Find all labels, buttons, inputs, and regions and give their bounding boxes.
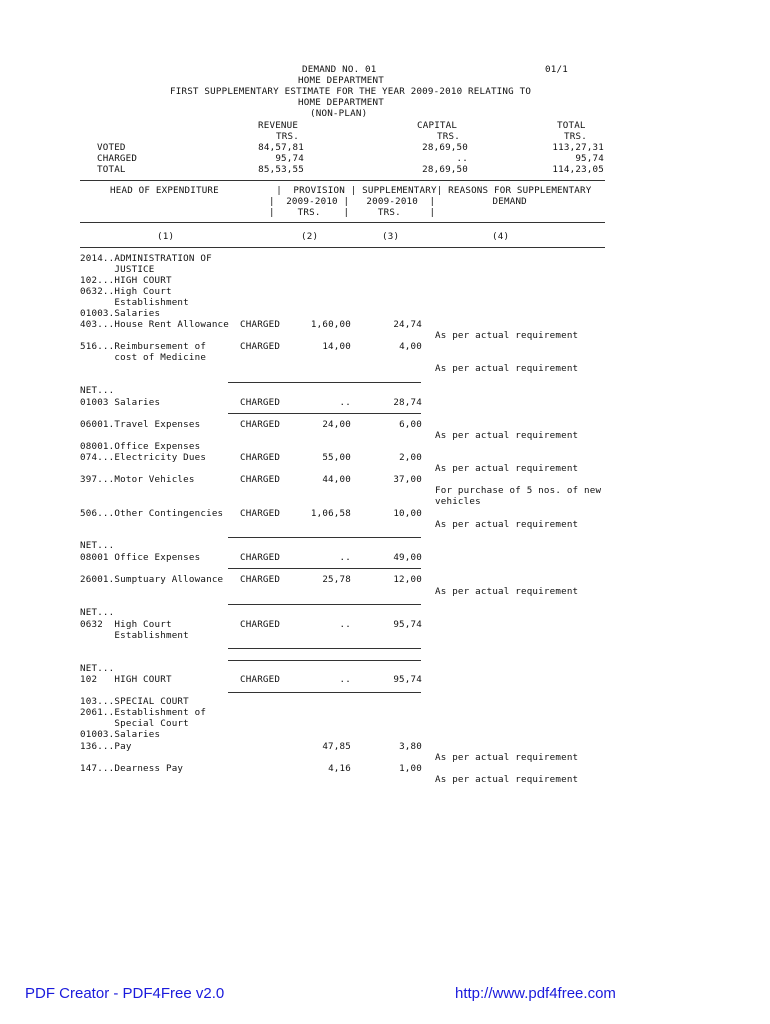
provision-value: 1,06,58 <box>310 508 351 519</box>
net-label: NET... <box>80 663 115 674</box>
head-line: 102 HIGH COURT <box>80 674 172 685</box>
summary-row-label: CHARGED <box>97 153 138 164</box>
table-header-line2: | 2009-2010 | 2009-2010 | DEMAND <box>269 196 527 207</box>
provision-value: 24,00 <box>322 419 351 430</box>
summary-row-total: 113,27,31 <box>552 142 604 153</box>
provision-value: 14,00 <box>322 341 351 352</box>
page-reference: 01/1 <box>545 64 568 75</box>
head-line: 0632..High Court <box>80 286 172 297</box>
summary-row-revenue: 85,53,55 <box>258 164 304 175</box>
summary-row-total: 95,74 <box>575 153 604 164</box>
column-number-2: (2) <box>301 231 319 242</box>
head-line: 01003.Salaries <box>80 308 161 319</box>
provision-value: .. <box>339 674 351 685</box>
subtotal-rule <box>228 604 421 605</box>
summary-unit-total: TRS. <box>564 131 587 142</box>
summary-row-revenue: 95,74 <box>275 153 304 164</box>
charged-type: CHARGED <box>240 474 281 485</box>
demand-number: DEMAND NO. 01 <box>302 64 377 75</box>
supplementary-value: 10,00 <box>393 508 422 519</box>
provision-value: 25,78 <box>322 574 351 585</box>
reason-text: As per actual requirement <box>435 752 579 763</box>
supplementary-value: 95,74 <box>393 674 422 685</box>
department-title: HOME DEPARTMENT <box>298 75 384 86</box>
provision-value: .. <box>339 397 351 408</box>
subtotal-rule <box>228 382 421 383</box>
head-line: 2061..Establishment of <box>80 707 207 718</box>
column-number-4: (4) <box>492 231 510 242</box>
summary-row-revenue: 84,57,81 <box>258 142 304 153</box>
column-number-3: (3) <box>382 231 400 242</box>
supplementary-value: 2,00 <box>399 452 422 463</box>
subtotal-rule <box>228 568 421 569</box>
provision-value: 55,00 <box>322 452 351 463</box>
charged-type: CHARGED <box>240 574 281 585</box>
charged-type: CHARGED <box>240 341 281 352</box>
head-line: 01003 Salaries <box>80 397 161 408</box>
reason-text: As per actual requirement <box>435 586 579 597</box>
head-line: 26001.Sumptuary Allowance <box>80 574 224 585</box>
provision-value: .. <box>339 619 351 630</box>
head-line: 0632 High Court <box>80 619 172 630</box>
head-line: Special Court <box>80 718 189 729</box>
head-line: 516...Reimbursement of <box>80 341 207 352</box>
summary-row-label: VOTED <box>97 142 126 153</box>
head-line: 403...House Rent Allowance <box>80 319 230 330</box>
net-label: NET... <box>80 385 115 396</box>
summary-col-total: TOTAL <box>557 120 586 131</box>
reason-text: As per actual requirement <box>435 774 579 785</box>
reason-text: As per actual requirement <box>435 363 579 374</box>
department-title-2: HOME DEPARTMENT <box>298 97 384 108</box>
head-line: Establishment <box>80 630 189 641</box>
estimate-title: FIRST SUPPLEMENTARY ESTIMATE FOR THE YEAR 2009-2010 RELATING TO <box>170 86 532 97</box>
head-line: JUSTICE <box>80 264 155 275</box>
summary-col-capital: CAPITAL <box>417 120 458 131</box>
summary-row-total: 114,23,05 <box>552 164 604 175</box>
divider-columns <box>80 247 605 248</box>
charged-type: CHARGED <box>240 419 281 430</box>
subtotal-rule <box>228 660 421 661</box>
summary-unit-revenue: TRS. <box>276 131 299 142</box>
head-line: 08001 Office Expenses <box>80 552 201 563</box>
subtotal-rule <box>228 692 421 693</box>
supplementary-value: 49,00 <box>393 552 422 563</box>
reason-text: As per actual requirement <box>435 330 579 341</box>
supplementary-value: 6,00 <box>399 419 422 430</box>
summary-unit-capital: TRS. <box>437 131 460 142</box>
head-line: 506...Other Contingencies <box>80 508 224 519</box>
provision-value: 47,85 <box>322 741 351 752</box>
pdf4free-url-link[interactable]: http://www.pdf4free.com <box>455 985 616 1002</box>
charged-type: CHARGED <box>240 674 281 685</box>
divider-header <box>80 222 605 223</box>
charged-type: CHARGED <box>240 452 281 463</box>
reason-text: vehicles <box>435 496 481 507</box>
provision-value: 4,16 <box>328 763 351 774</box>
head-line: 102...HIGH COURT <box>80 275 172 286</box>
charged-type: CHARGED <box>240 397 281 408</box>
head-line: 136...Pay <box>80 741 132 752</box>
supplementary-value: 37,00 <box>393 474 422 485</box>
pdf-creator-link[interactable]: PDF Creator - PDF4Free v2.0 <box>25 985 225 1002</box>
table-header-line1: HEAD OF EXPENDITURE | PROVISION | SUPPLEMENTARY| REASONS FOR SUPPLEMENTARY <box>110 185 592 196</box>
reason-text: For purchase of 5 nos. of new <box>435 485 602 496</box>
head-line: 2014..ADMINISTRATION OF <box>80 253 212 264</box>
summary-row-capital: 28,69,50 <box>422 142 468 153</box>
subtotal-rule <box>228 537 421 538</box>
provision-value: 1,60,00 <box>310 319 351 330</box>
charged-type: CHARGED <box>240 508 281 519</box>
provision-value: 44,00 <box>322 474 351 485</box>
subtotal-rule <box>228 413 421 414</box>
supplementary-value: 1,00 <box>399 763 422 774</box>
head-line: 147...Dearness Pay <box>80 763 184 774</box>
net-label: NET... <box>80 540 115 551</box>
reason-text: As per actual requirement <box>435 430 579 441</box>
head-line: 06001.Travel Expenses <box>80 419 201 430</box>
table-header-line3: | TRS. | TRS. | <box>269 207 436 218</box>
head-line: 397...Motor Vehicles <box>80 474 195 485</box>
column-number-1: (1) <box>157 231 175 242</box>
supplementary-value: 3,80 <box>399 741 422 752</box>
head-line: 103...SPECIAL COURT <box>80 696 189 707</box>
summary-row-label: TOTAL <box>97 164 126 175</box>
subtotal-rule <box>228 648 421 649</box>
summary-row-capital: 28,69,50 <box>422 164 468 175</box>
supplementary-value: 95,74 <box>393 619 422 630</box>
divider-top <box>80 180 605 181</box>
head-line: Establishment <box>80 297 189 308</box>
supplementary-value: 4,00 <box>399 341 422 352</box>
provision-value: .. <box>339 552 351 563</box>
supplementary-value: 24,74 <box>393 319 422 330</box>
reason-text: As per actual requirement <box>435 519 579 530</box>
summary-col-revenue: REVENUE <box>258 120 299 131</box>
supplementary-value: 28,74 <box>393 397 422 408</box>
charged-type: CHARGED <box>240 319 281 330</box>
supplementary-value: 12,00 <box>393 574 422 585</box>
head-line: 074...Electricity Dues <box>80 452 207 463</box>
charged-type: CHARGED <box>240 552 281 563</box>
charged-type: CHARGED <box>240 619 281 630</box>
head-line: cost of Medicine <box>80 352 207 363</box>
head-line: 01003.Salaries <box>80 729 161 740</box>
summary-row-capital: .. <box>456 153 468 164</box>
plan-type: (NON-PLAN) <box>310 108 368 119</box>
reason-text: As per actual requirement <box>435 463 579 474</box>
net-label: NET... <box>80 607 115 618</box>
head-line: 08001.Office Expenses <box>80 441 201 452</box>
